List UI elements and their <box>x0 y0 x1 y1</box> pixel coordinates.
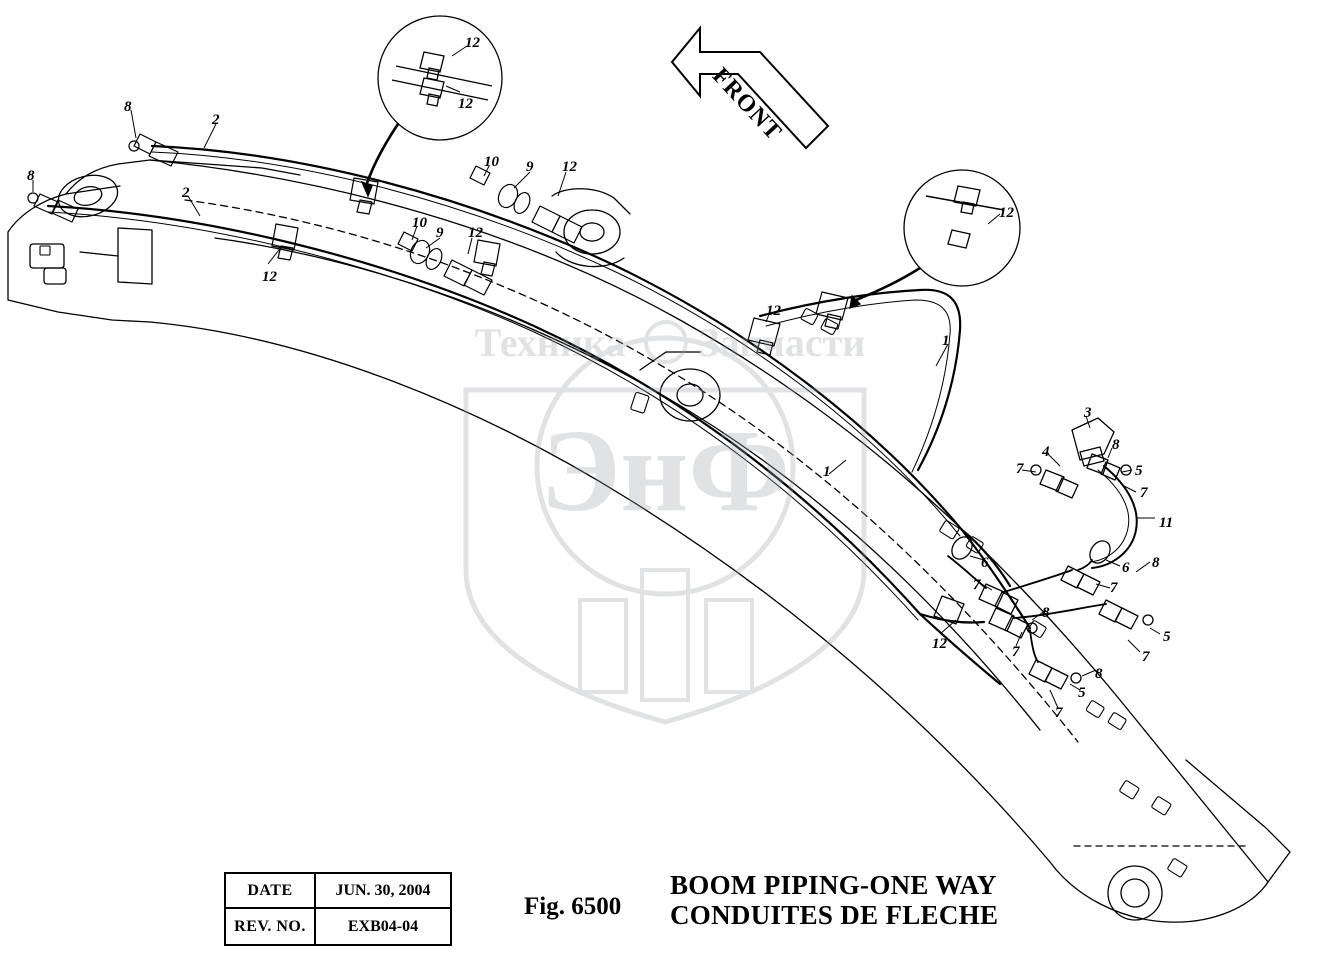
callout-12: 12 <box>458 96 473 112</box>
revision-label: REV. NO. <box>226 909 316 944</box>
callout-5: 5 <box>1135 463 1143 479</box>
callout-7: 7 <box>1140 485 1148 501</box>
figure-number: Fig. 6500 <box>524 893 622 920</box>
figure-title-en: BOOM PIPING-ONE WAY <box>670 870 997 900</box>
callout-12: 12 <box>468 225 483 241</box>
callout-8: 8 <box>27 168 35 184</box>
callout-8: 8 <box>1095 666 1103 682</box>
callout-8: 8 <box>124 99 132 115</box>
callout-12: 12 <box>465 35 480 51</box>
revision-value: EXB04-04 <box>347 917 419 935</box>
callout-6: 6 <box>1122 560 1130 576</box>
date-value: JUN. 30, 2004 <box>335 881 431 899</box>
callout-8: 8 <box>1112 437 1120 453</box>
title-block <box>224 872 452 946</box>
watermark-line2: Запчасти <box>698 320 866 365</box>
callout-12: 12 <box>932 636 947 652</box>
callout-9: 9 <box>526 159 534 175</box>
callout-7: 7 <box>1142 649 1150 665</box>
callout-6: 6 <box>981 555 989 571</box>
watermark-logo: ЭнФ <box>540 405 790 536</box>
date-label: DATE <box>226 874 316 907</box>
callout-12: 12 <box>262 269 277 285</box>
callout-7: 7 <box>1055 705 1063 721</box>
callout-3: 3 <box>1084 405 1092 421</box>
callout-9: 9 <box>436 225 444 241</box>
watermark-line1: Техника <box>474 320 626 365</box>
callout-1: 1 <box>942 333 950 349</box>
callout-11: 11 <box>1159 515 1174 531</box>
callout-2: 2 <box>212 112 220 128</box>
callout-12: 12 <box>999 205 1014 221</box>
callout-12: 12 <box>766 303 781 319</box>
callout-5: 5 <box>1163 629 1171 645</box>
callout-2: 2 <box>182 185 190 201</box>
figure-title-fr: CONDUITES DE FLECHE <box>670 900 999 931</box>
callout-5: 5 <box>1078 685 1086 701</box>
callout-10: 10 <box>412 215 427 231</box>
front-arrow-label: FRONT <box>706 63 787 146</box>
callout-12: 12 <box>562 159 577 175</box>
callout-8: 8 <box>1152 555 1160 571</box>
callout-8: 8 <box>1042 605 1050 621</box>
callout-10: 10 <box>484 154 499 170</box>
callout-7: 7 <box>1016 461 1024 477</box>
callout-7: 7 <box>1110 580 1118 596</box>
callout-7: 7 <box>1012 644 1020 660</box>
figure-title-group <box>670 870 998 930</box>
callout-7: 7 <box>973 577 981 593</box>
callout-4: 4 <box>1042 444 1050 460</box>
callout-1: 1 <box>823 464 831 480</box>
